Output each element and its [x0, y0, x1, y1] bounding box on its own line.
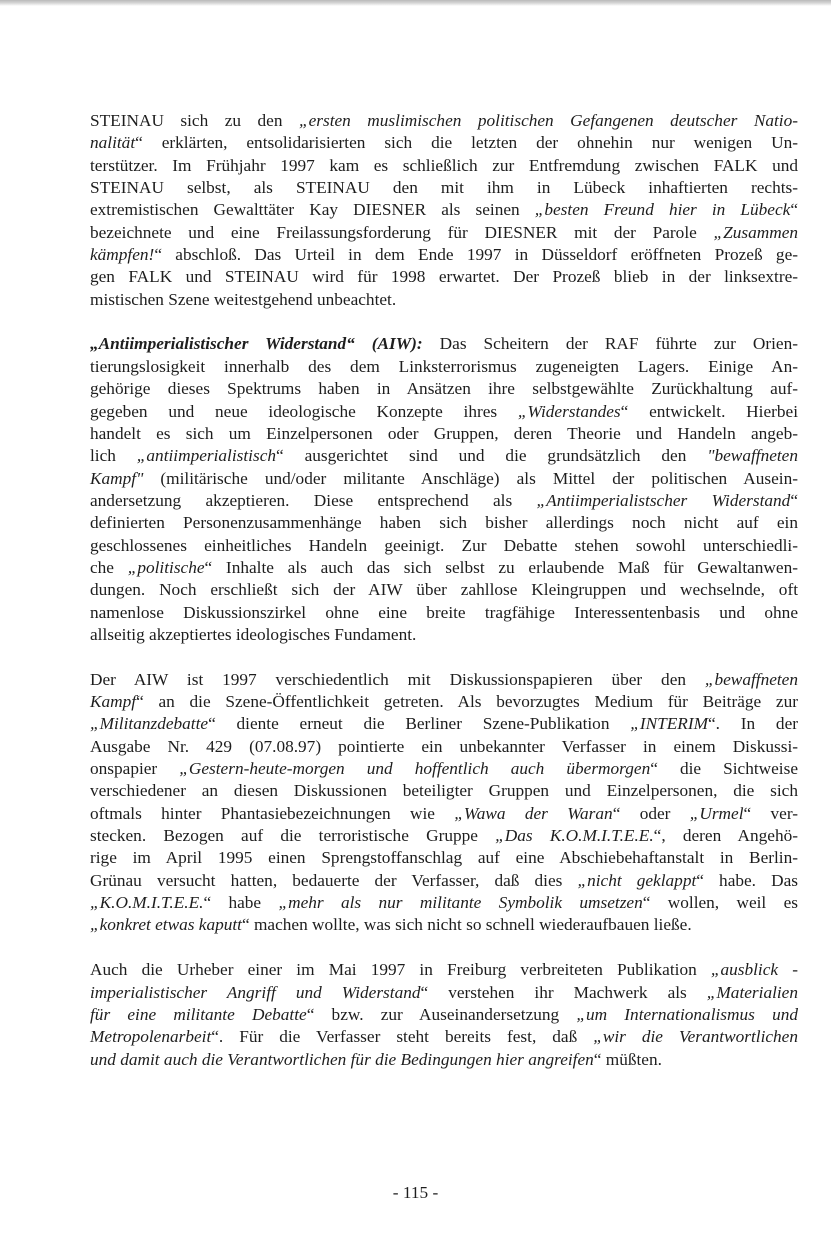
italic-quote: „K.O.M.I.T.E.E.: [90, 893, 204, 913]
text-run: “ verstehen ihr Machwerk als: [420, 982, 707, 1002]
text-run: lich: [90, 446, 137, 466]
italic-quote: „antiimperialistisch: [136, 446, 277, 466]
text-line: [90, 579, 798, 601]
italic-quote: „Widerstandes: [517, 401, 621, 421]
text-line: [90, 155, 798, 177]
text-run: “: [790, 200, 798, 220]
text-run: rige im April 1995 einen Sprengstoffanschlag auf eine Abschiebehaftanstalt in Berlin-: [90, 848, 798, 868]
text-run: verschiedener an diesen Diskussionen beteiligter Gruppen und Einzelpersonen, die sich: [90, 781, 798, 801]
text-run: “: [790, 490, 798, 510]
text-line: [90, 780, 798, 802]
text-run: gehörige dieses Spektrums haben in Ansätzen ihre selbstgewählte Zurückhaltung auf-: [90, 379, 798, 399]
paragraph-aiw-1997: [90, 669, 798, 937]
text-run: “ erklärten, entsolidarisierten sich die letzten der ohnehin nur wenigen Un-: [135, 133, 798, 153]
text-run: geschlossenes einheitliches Handeln geeinigt. Zur Debatte stehen sowohl unterschiedli-: [90, 535, 798, 555]
text-line: [90, 289, 798, 311]
text-line: [90, 445, 798, 467]
page-body: [90, 110, 798, 1093]
italic-quote: Kampf: [90, 692, 137, 712]
italic-quote: „Urmel: [689, 803, 744, 823]
text-line: [90, 892, 798, 914]
text-line: [90, 825, 798, 847]
text-run: STEINAU sich zu den: [90, 111, 299, 130]
italic-quote: „Antiimperialistscher Widerstand: [536, 490, 791, 510]
bold-italic-term: „Antiimperialistischer Widerstand“ (AIW):: [90, 334, 423, 354]
text-line: [90, 624, 798, 646]
paragraph-steinau-falk: [90, 110, 798, 311]
text-run: bezeichnete und eine Freilassungsforderung für DIESNER mit der Parole: [90, 222, 714, 242]
text-run: tierungslosigkeit innerhalb des dem Linksterrorismus zugeneigten Lagers. Einige An-: [90, 356, 798, 376]
text-line: [90, 378, 798, 400]
text-run: definierten Personenzusammenhänge haben sich bisher allerdings noch nicht auf ein: [90, 513, 798, 533]
text-run: Ausgabe Nr. 429 (07.08.97) pointierte ein unbekannter Verfasser in einem Diskussi-: [90, 736, 798, 756]
text-run: extremistischen Gewalttäter Kay DIESNER als seinen: [90, 200, 535, 220]
text-line: [90, 1026, 798, 1048]
italic-quote: für eine militante Debatte: [90, 1004, 307, 1024]
text-line: [90, 959, 798, 981]
italic-quote: „besten Freund hier in Lübeck: [534, 200, 791, 220]
text-run: “ ver-: [743, 803, 798, 823]
text-run: handelt es sich um Einzelpersonen oder Gruppen, deren Theorie und Handeln angeb-: [90, 423, 798, 443]
text-run: “ entwickelt. Hierbei: [620, 401, 798, 421]
text-run: “. Für die Verfasser steht bereits fest, daß: [211, 1027, 594, 1047]
text-run: Das Scheitern der RAF führte zur Orien-: [422, 334, 798, 354]
text-run: namenlose Diskussionszirkel ohne eine breite tragfähige Interessentenbasis und ohne: [90, 602, 798, 622]
text-run: dungen. Noch erschließt sich der AIW über zahllose Kleingruppen und wechselnde, oft: [90, 580, 798, 600]
text-line: [90, 423, 798, 445]
text-line: [90, 535, 798, 557]
text-run: oftmals hinter Phantasiebezeichnungen wie: [90, 803, 455, 823]
text-run: “. In der: [708, 714, 798, 734]
italic-quote: „wir die Verantwortlichen: [593, 1027, 798, 1047]
text-line: [90, 736, 798, 758]
text-run: che: [90, 557, 128, 577]
text-run: “ ausgerichtet sind und die grundsätzlich den: [276, 446, 708, 466]
text-run: “ wollen, weil es: [642, 893, 798, 913]
text-line: [90, 244, 798, 266]
text-line: [90, 914, 798, 936]
italic-quote: „ersten muslimischen politischen Gefangenen deutscher Natio-: [298, 111, 798, 130]
text-line: [90, 1049, 798, 1071]
italic-quote: Kampf": [90, 468, 144, 488]
text-line: [90, 468, 798, 490]
text-line: [90, 691, 798, 713]
text-run: stecken. Bezogen auf die terroristische Gruppe: [90, 826, 496, 846]
text-run: terstützer. Im Frühjahr 1997 kam es schließlich zur Entfremdung zwischen FALK und: [90, 155, 798, 175]
scan-top-edge: [0, 0, 831, 6]
text-run: “ die Sichtweise: [650, 759, 799, 779]
text-line: [90, 132, 798, 154]
text-line: [90, 401, 798, 423]
text-line: [90, 758, 798, 780]
text-line: [90, 222, 798, 244]
page-number: - 115 -: [392, 1183, 439, 1202]
italic-quote: „um Internationalismus und: [576, 1004, 798, 1024]
text-run: mistischen Szene weitestgehend unbeachtet.: [90, 289, 397, 309]
text-line: [90, 870, 798, 892]
italic-quote: „konkret etwas kaputt: [90, 915, 242, 935]
text-line: [90, 356, 798, 378]
italic-quote: „bewaffneten: [704, 669, 798, 689]
text-line: [90, 266, 798, 288]
text-line: [90, 177, 798, 199]
text-line: [90, 490, 798, 512]
text-run: “ abschloß. Das Urteil in dem Ende 1997 in Düsseldorf eröffneten Prozeß ge-: [154, 245, 798, 265]
text-run: “ Inhalte als auch das sich selbst zu erlaubende Maß für Gewaltanwen-: [204, 557, 798, 577]
text-run: “ bzw. zur Auseinandersetzung: [306, 1004, 577, 1024]
text-line: [90, 199, 798, 221]
text-line: [90, 713, 798, 735]
italic-quote: „nicht geklappt: [577, 870, 697, 890]
text-run: gegeben und neue ideologische Konzepte ihres: [90, 401, 518, 421]
italic-quote: „INTERIM: [630, 714, 708, 734]
italic-quote: „Zusammen: [713, 222, 798, 242]
text-line: [90, 333, 798, 355]
text-run: andersetzung akzeptieren. Diese entsprechend als: [90, 490, 537, 510]
text-run: onspapier: [90, 759, 180, 779]
text-run: “ diente erneut die Berliner Szene-Publikation: [208, 714, 631, 734]
text-run: STEINAU selbst, als STEINAU den mit ihm in Lübeck inhaftierten rechts-: [90, 178, 798, 198]
italic-quote: „Militanzdebatte: [90, 714, 209, 734]
text-run: “, deren Angehö-: [653, 826, 798, 846]
italic-quote: „Wawa der Waran: [454, 803, 613, 823]
italic-quote: „politische: [127, 557, 205, 577]
text-line: [90, 803, 798, 825]
text-run: Der AIW ist 1997 verschiedentlich mit Diskussionspapieren über den: [90, 669, 705, 689]
text-line: [90, 110, 798, 132]
text-run: Auch die Urheber einer im Mai 1997 in Freiburg verbreiteten Publikation: [90, 960, 711, 980]
text-line: [90, 557, 798, 579]
italic-quote: „mehr als nur militante Symbolik umsetzen: [278, 893, 643, 913]
text-run: gen FALK und STEINAU wird für 1998 erwartet. Der Prozeß blieb in der linksextre-: [90, 267, 798, 287]
italic-quote: „Das K.O.M.I.T.E.E.: [495, 826, 654, 846]
text-run: “ machen wollte, was sich nicht so schnell wiederaufbauen ließe.: [242, 915, 692, 935]
text-line: [90, 982, 798, 1004]
italic-quote: imperialistischer Angriff und Widerstand: [90, 982, 421, 1002]
text-line: [90, 512, 798, 534]
text-run: “ habe. Das: [696, 870, 798, 890]
text-line: [90, 669, 798, 691]
italic-quote: nalität: [90, 133, 136, 153]
text-run: allseitig akzeptiertes ideologisches Fundament.: [90, 624, 417, 644]
italic-quote: „ausblick -: [710, 960, 798, 980]
italic-quote: "bewaffneten: [707, 446, 798, 466]
text-run: Grünau versucht hatten, bedauerte der Verfasser, daß dies: [90, 870, 578, 890]
italic-quote: „Gestern-heute-morgen und hoffentlich auch übermorgen: [179, 759, 651, 779]
text-line: [90, 847, 798, 869]
italic-quote: Metropolenarbeit: [90, 1027, 212, 1047]
text-line: [90, 1004, 798, 1026]
italic-quote: kämpfen!: [90, 245, 155, 265]
italic-quote: und damit auch die Verantwortlichen für die Bedingungen hier angreifen: [90, 1049, 594, 1069]
text-run: “ müßten.: [593, 1049, 662, 1069]
text-line: [90, 602, 798, 624]
text-run: “ an die Szene-Öffentlichkeit getreten. Als bevorzugtes Medium für Beiträge zur: [136, 692, 798, 712]
text-run: “ habe: [203, 893, 279, 913]
paragraph-freiburg-publication: [90, 959, 798, 1071]
text-run: (militärische und/oder militante Anschläge) als Mittel der politischen Ausein-: [143, 468, 798, 488]
italic-quote: „Materialien: [706, 982, 798, 1002]
text-run: “ oder: [612, 803, 690, 823]
paragraph-aiw-definition: [90, 333, 798, 646]
